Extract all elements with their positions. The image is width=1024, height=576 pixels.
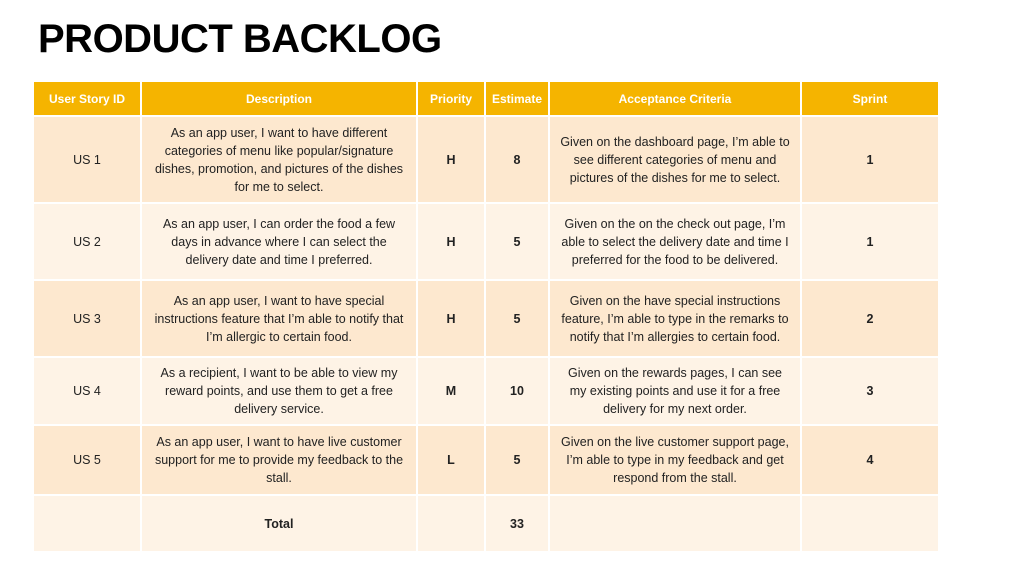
table-row <box>33 203 939 280</box>
product-backlog-table <box>32 80 940 553</box>
cell-acceptance-criteria: Given on the on the check out page, I’m able to select the delivery date and time I preferred for the food to be delivered. <box>549 203 801 280</box>
cell-user-story-id: US 2 <box>33 203 141 280</box>
column-header-estimate: Estimate <box>485 81 549 116</box>
cell-acceptance-criteria: Given on the dashboard page, I’m able to see different categories of menu and pictures of the dishes for me to select. <box>549 116 801 203</box>
cell-priority: M <box>417 357 485 425</box>
cell-sprint: 1 <box>801 116 939 203</box>
table-row <box>33 425 939 495</box>
cell-user-story-id: US 4 <box>33 357 141 425</box>
cell-priority: H <box>417 116 485 203</box>
cell-estimate: 5 <box>485 280 549 357</box>
cell-estimate: 10 <box>485 357 549 425</box>
cell-empty <box>549 495 801 552</box>
cell-description: As an app user, I can order the food a few days in advance where I can select the delivery date and time I preferred. <box>141 203 417 280</box>
cell-description: As an app user, I want to have live customer support for me to provide my feedback to the stall. <box>141 425 417 495</box>
cell-empty <box>417 495 485 552</box>
total-row <box>33 495 939 552</box>
cell-user-story-id: US 1 <box>33 116 141 203</box>
cell-description: As an app user, I want to have special instructions feature that I’m able to notify that I’m allergic to certain food. <box>141 280 417 357</box>
column-header-description: Description <box>141 81 417 116</box>
cell-sprint: 3 <box>801 357 939 425</box>
cell-estimate: 5 <box>485 203 549 280</box>
cell-acceptance-criteria: Given on the live customer support page, I’m able to type in my feedback and get respond from the stall. <box>549 425 801 495</box>
column-header-priority: Priority <box>417 81 485 116</box>
page-title: PRODUCT BACKLOG <box>38 17 442 61</box>
table-header-row <box>33 81 939 116</box>
column-header-acceptance-criteria: Acceptance Criteria <box>549 81 801 116</box>
column-header-sprint: Sprint <box>801 81 939 116</box>
cell-description: As an app user, I want to have different categories of menu like popular/signature dishes, promotion, and pictures of the dishes for me to select. <box>141 116 417 203</box>
table-row <box>33 280 939 357</box>
cell-acceptance-criteria: Given on the rewards pages, I can see my existing points and use it for a free delivery for my next order. <box>549 357 801 425</box>
table-row <box>33 116 939 203</box>
cell-acceptance-criteria: Given on the have special instructions feature, I’m able to type in the remarks to notify that I’m allergies to certain food. <box>549 280 801 357</box>
total-label: Total <box>141 495 417 552</box>
cell-sprint: 1 <box>801 203 939 280</box>
cell-priority: H <box>417 203 485 280</box>
cell-user-story-id: US 5 <box>33 425 141 495</box>
total-estimate-value: 33 <box>485 495 549 552</box>
cell-empty <box>801 495 939 552</box>
cell-user-story-id: US 3 <box>33 280 141 357</box>
cell-sprint: 4 <box>801 425 939 495</box>
cell-priority: L <box>417 425 485 495</box>
table-row <box>33 357 939 425</box>
cell-estimate: 5 <box>485 425 549 495</box>
cell-sprint: 2 <box>801 280 939 357</box>
cell-empty <box>33 495 141 552</box>
cell-estimate: 8 <box>485 116 549 203</box>
cell-description: As a recipient, I want to be able to view my reward points, and use them to get a free delivery service. <box>141 357 417 425</box>
cell-priority: H <box>417 280 485 357</box>
column-header-user-story-id: User Story ID <box>33 81 141 116</box>
